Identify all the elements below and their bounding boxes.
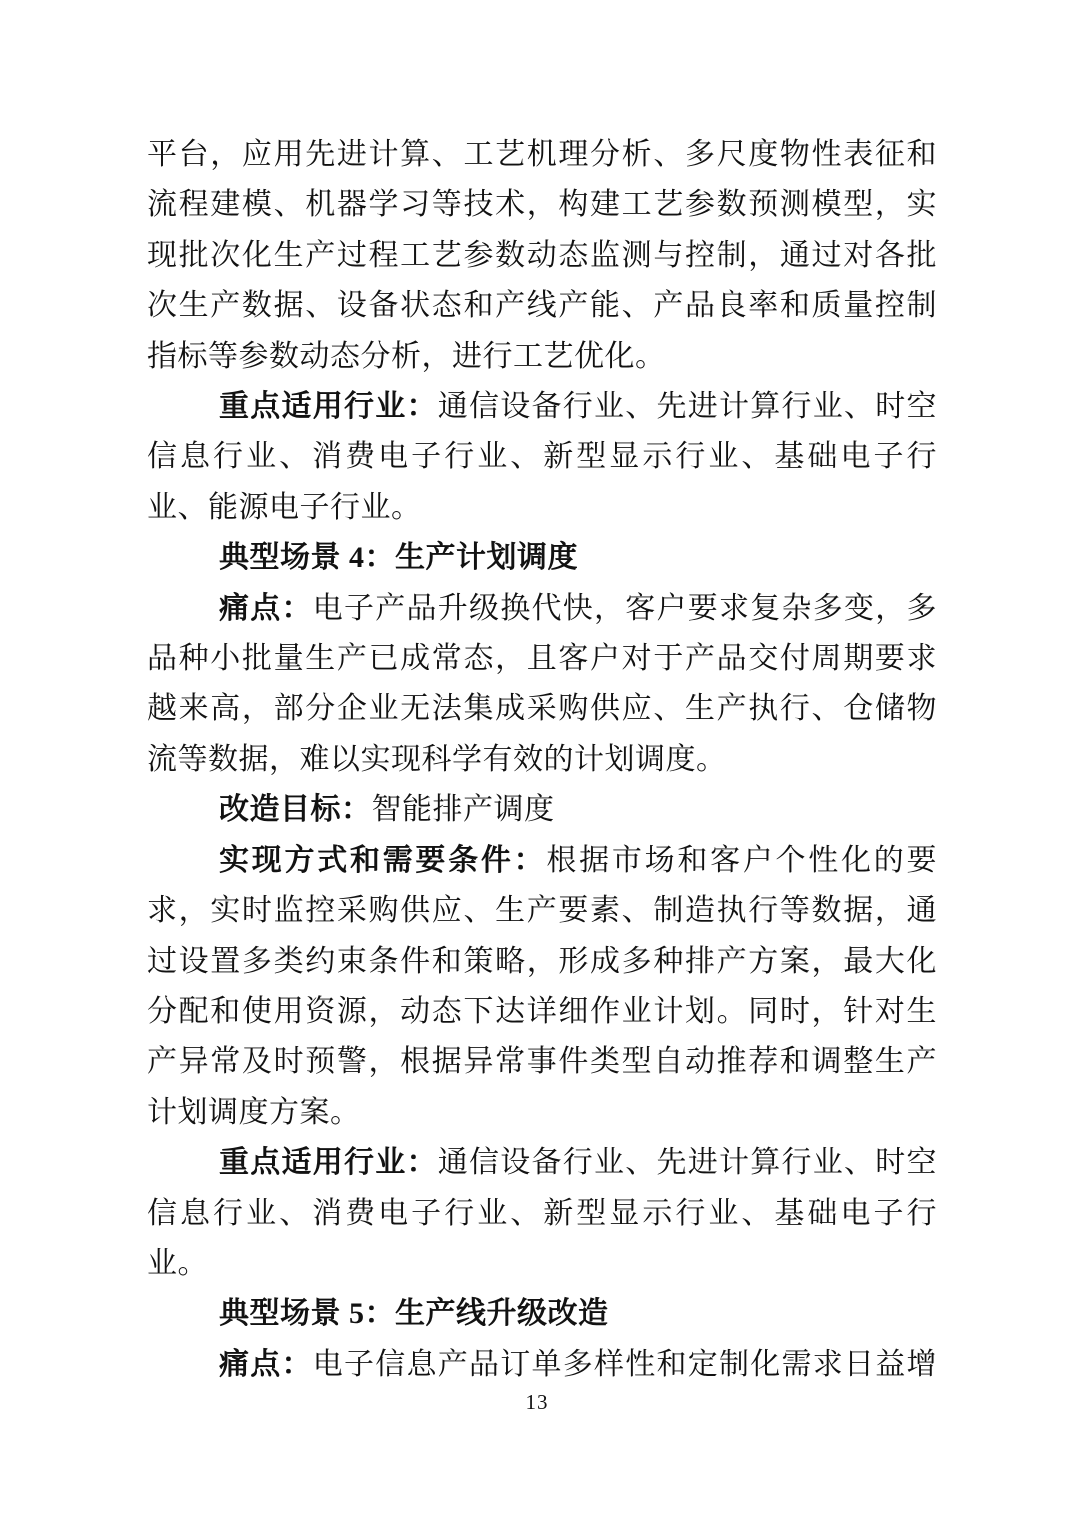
label-run: 典型场景 4：生产计划调度 <box>219 541 578 575</box>
text-run: 智能排产调度 <box>371 793 555 827</box>
page-number: 13 <box>525 1390 549 1414</box>
text-run: 电子产品升级换代快，客户要求复杂多变，多品种小批量生产已成常态，且客户对于产品交付周期要求越来高，部分企业无法集成采购供应、生产执行、仓储物流等数据，难以实现科学有效的计划调度。 <box>147 591 937 776</box>
paragraph <box>147 836 937 1138</box>
paragraph <box>147 1138 937 1289</box>
label-run: 重点适用行业： <box>219 1146 438 1180</box>
text-run: 通信设备行业、先进计算行业、时空信息行业、消费电子行业、新型显示行业、基础电子行业。 <box>147 1146 937 1280</box>
paragraph <box>147 584 937 786</box>
label-run: 重点适用行业： <box>219 390 438 424</box>
document-body <box>147 130 937 1390</box>
label-run: 改造目标： <box>219 793 372 827</box>
paragraph <box>147 382 937 533</box>
text-run: 平台，应用先进计算、工艺机理分析、多尺度物性表征和流程建模、机器学习等技术，构建工艺参数预测模型，实现批次化生产过程工艺参数动态监测与控制，通过对各批次生产数据、设备状态和产线产能、产品良率和质量控制指标等参数动态分析，进行工艺优化。 <box>147 138 937 373</box>
paragraph <box>147 785 937 835</box>
paragraph <box>147 130 937 382</box>
label-run: 实现方式和需要条件： <box>219 843 547 877</box>
label-run: 痛点： <box>219 1347 313 1381</box>
text-run: 根据市场和客户个性化的要求，实时监控采购供应、生产要素、制造执行等数据，通过设置多类约束条件和策略，形成多种排产方案，最大化分配和使用资源，动态下达详细作业计划。同时，针对生产异常及时预警，根据异常事件类型自动推荐和调整生产计划调度方案。 <box>147 843 938 1129</box>
paragraph <box>147 1340 937 1390</box>
label-run: 典型场景 5：生产线升级改造 <box>219 1297 609 1331</box>
text-run: 电子信息产品订单多样性和定制化需求日益增 <box>312 1347 937 1381</box>
page-footer <box>0 1390 1074 1415</box>
paragraph <box>147 1289 937 1339</box>
paragraph <box>147 533 937 583</box>
text-run: 通信设备行业、先进计算行业、时空信息行业、消费电子行业、新型显示行业、基础电子行业、能源电子行业。 <box>147 390 937 524</box>
label-run: 痛点： <box>219 591 313 625</box>
